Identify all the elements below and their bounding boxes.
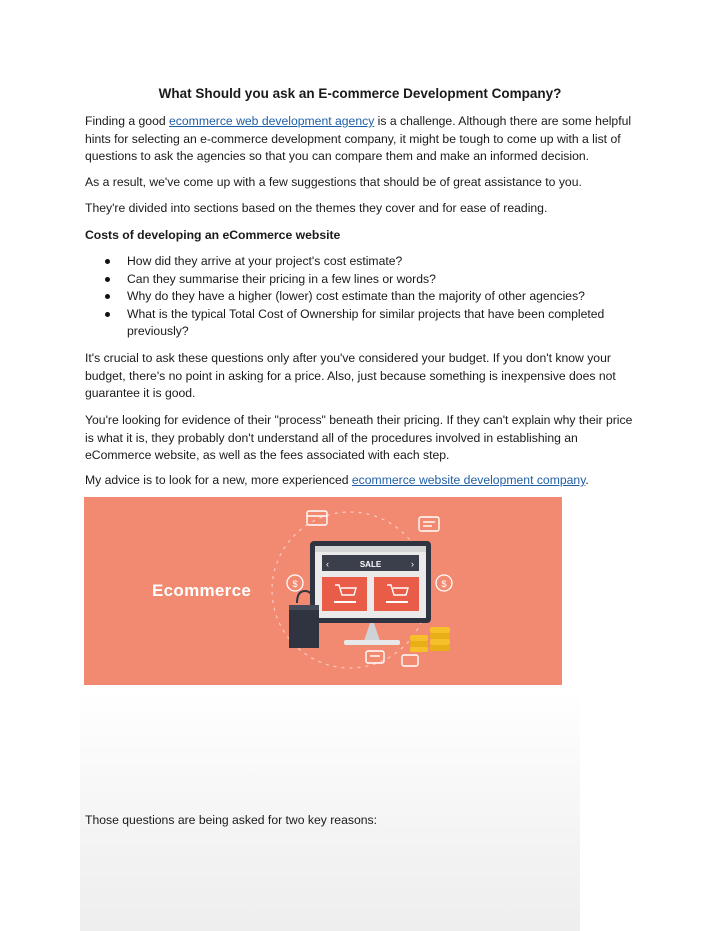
result-paragraph: As a result, we've come up with a few suggestions that should be of great assistance to you. [85,175,582,189]
card-icon [402,655,418,666]
chat-icon [419,517,439,531]
process-paragraph: You're looking for evidence of their "process" beneath their pricing. If they can't explain why their price is what it is, they probably don't understand all of the procedures involved in establishing an eCommerce website, as well as the fees associated with each step. [85,413,633,463]
intro-text-cont: is a challenge. Although there are some helpful [374,114,632,128]
intro-text: Finding a good [85,114,170,128]
ecommerce-agency-link[interactable]: ecommerce web development agency [169,114,375,128]
advice-paragraph: My advice is to look for a new, more experienced ecommerce website development company. [85,473,589,487]
svg-text:$: $ [292,579,298,589]
dollar-coin-icon [436,575,452,591]
list-item: Why do they have a higher (lower) cost estimate than the majority of other agencies? [85,288,640,306]
sections-paragraph: They're divided into sections based on the themes they cover and for ease of reading. [85,201,548,215]
svg-text:›: › [411,559,414,569]
list-item: How did they arrive at your project's cost estimate? [85,253,640,271]
costs-heading: Costs of developing an eCommerce website [85,228,341,242]
budget-paragraph: It's crucial to ask these questions only after you've considered your budget. If you don't know your budget, there's no point in asking for a price. Also, just because something is inexpensive does not guarantee it is good. [85,351,616,401]
document-title: What Should you ask an E-commerce Development Company? [158,86,562,101]
bullet-dot [105,277,110,282]
screen-sale-text: SALE [359,560,382,569]
coin-stack-icon [410,627,450,652]
svg-text:‹: ‹ [326,559,329,569]
intro-line-3: questions to ask the agencies so that you can compare them and make an informed decision. [85,149,590,164]
bottom-shaded-area [80,690,580,931]
bullet-dot [105,259,110,264]
intro-paragraph [85,113,640,166]
ecommerce-banner-image [84,497,562,685]
intro-line-2: hints for selecting an e-commerce development company, it might be tough to come up with a list of [85,131,621,146]
ecommerce-illustration [84,497,562,685]
costs-bullet-list [85,253,640,341]
dollar-coin-icon [287,575,303,591]
svg-text:$: $ [441,579,447,589]
closing-paragraph: Those questions are being asked for two key reasons: [85,813,377,827]
list-item: What is the typical Total Cost of Ownership for similar projects that have been completed previously? [85,306,640,341]
banner-label: Ecommerce [152,581,252,600]
list-item: Can they summarise their pricing in a few lines or words? [85,271,640,289]
card-icon [307,511,327,525]
bullet-dot [105,294,110,299]
ecommerce-company-link[interactable]: ecommerce website development company [351,473,586,487]
monitor-icon [310,541,431,645]
bullet-dot [105,312,110,317]
